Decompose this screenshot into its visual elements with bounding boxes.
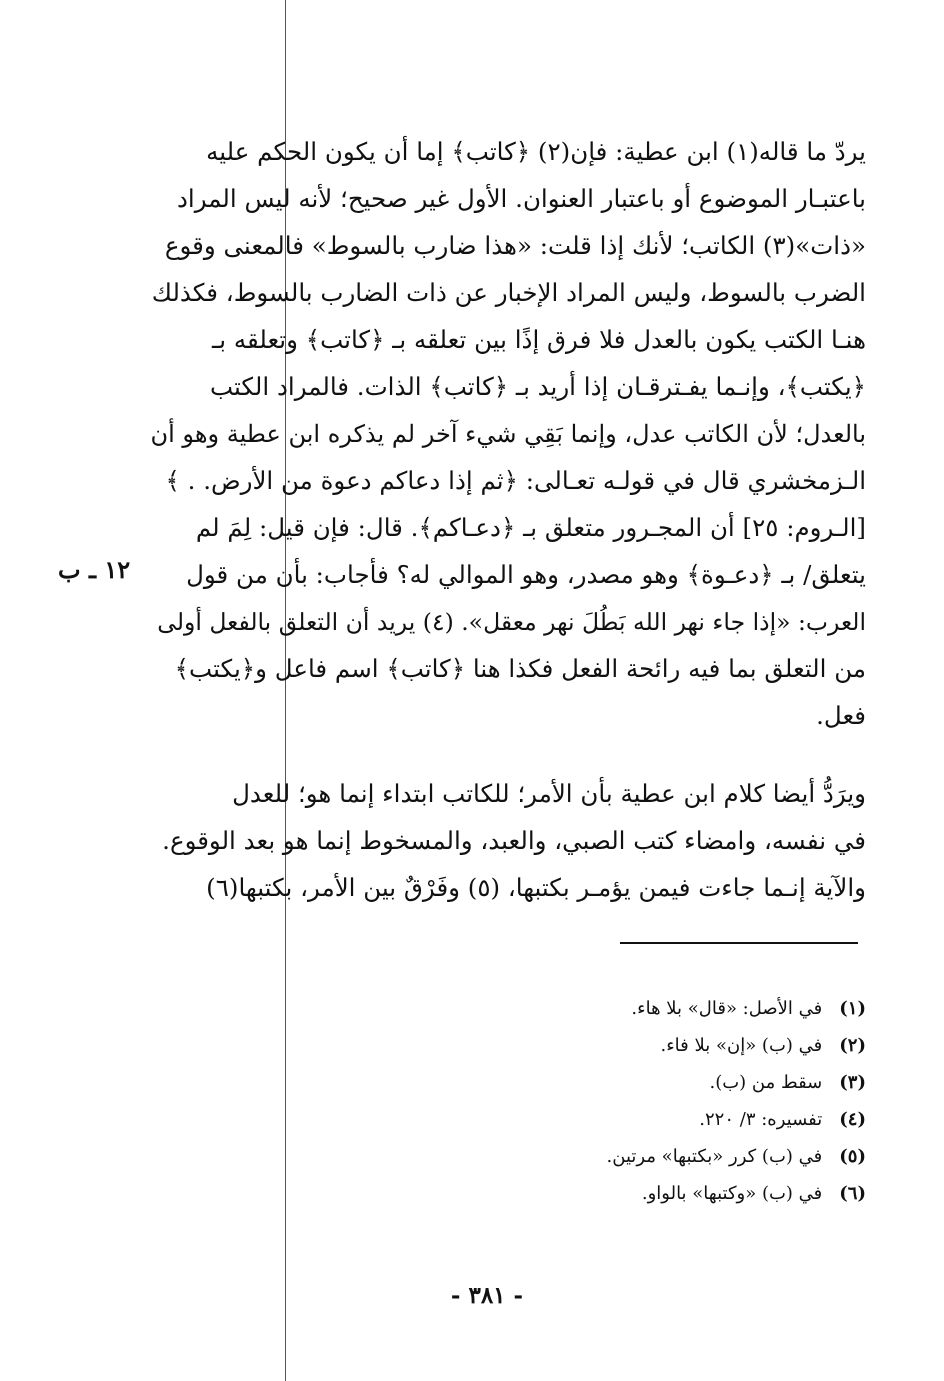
footnote	[661, 1029, 867, 1063]
body-line: من التعلق بما فيه رائحة الفعل فكذا هنا ﴿كاتب﴾ اسم فاعل و﴿يكتب﴾	[174, 654, 866, 683]
footnote	[699, 1103, 866, 1137]
footnote	[607, 1140, 866, 1174]
footnote-text: في (ب) كرر «بكتبها» مرتين.	[606, 1146, 823, 1167]
footnote-number: (٥)	[839, 1146, 866, 1167]
body-line: «ذات»(٣) الكاتب؛ لأنك إذا قلت: «هذا ضارب بالسوط» فالمعنى وقوع	[164, 231, 866, 260]
body-line: في نفسه، وامضاء كتب الصبي، والعبد، والمسخوط إنما هو بعد الوقوع.	[162, 826, 866, 855]
footnote	[709, 1066, 866, 1100]
footnote	[631, 992, 866, 1026]
body-line: العرب: «إذا جاء نهر الله بَطُلَ نهر معقل». (٤) يريد أن التعلق بالفعل أولى	[157, 608, 866, 636]
body-line: يردّ ما قاله(١) ابن عطية: فإن(٢) ﴿كاتب﴾ إما أن يكون الحكم عليه	[206, 137, 866, 166]
footnote-number: (٦)	[839, 1183, 866, 1204]
footnote-number: (٢)	[839, 1035, 866, 1056]
body-line: ﴿يكتب﴾، وإنـما يفـترقـان إذا أريد بـ ﴿كاتب﴾ الذات. فالمراد الكتب	[209, 372, 866, 401]
page-number: - ٣٨١ -	[450, 1282, 524, 1309]
body-line: بالعدل؛ لأن الكاتب عدل، وإنما بَقِي شيء آخر لم يذكره ابن عطية وهو أن	[150, 420, 866, 448]
footnote-text: سقط من (ب).	[709, 1072, 823, 1093]
body-line: باعتبـار الموضوع أو باعتبار العنوان. الأول غير صحيح؛ لأنه ليس المراد	[176, 184, 866, 213]
body-line: يتعلق/ بـ ﴿دعـوة﴾ وهو مصدر، وهو الموالي له؟ فأجاب: بأن من قول	[186, 560, 866, 589]
footnote-number: (٣)	[839, 1072, 866, 1093]
body-line: الضرب بالسوط، وليس المراد الإخبار عن ذات الضارب بالسوط، فكذلك	[151, 278, 866, 307]
body-line: ويرَدُّ أيضا كلام ابن عطية بأن الأمر؛ للكاتب ابتداء إنما هو؛ للعدل	[232, 779, 866, 808]
body-line: الـزمخشري قال في قولـه تعـالى: ﴿ثم إذا دعاكم دعوة من الأرض. . ﴾	[165, 466, 866, 495]
body-line: والآية إنـما جاءت فيمن يؤمـر بكتبها، (٥) وفَرْقٌ بين الأمر، بكتبها(٦)	[206, 873, 866, 902]
footnote-text: في الأصل: «قال» بلا هاء.	[631, 998, 823, 1019]
footnote-text: في (ب) «وكتبها» بالواو.	[641, 1183, 823, 1204]
footnote-text: تفسيره: ٣/ ٢٢٠.	[699, 1109, 823, 1130]
folio-margin-note: ١٢ ـ ب	[58, 555, 131, 584]
footnote	[642, 1177, 866, 1211]
footnote-separator	[620, 942, 858, 944]
footnote-number: (٤)	[839, 1109, 866, 1130]
body-line: فعل.	[816, 701, 866, 730]
footnote-number: (١)	[839, 998, 866, 1019]
body-line: [الـروم: ٢٥] أن المجـرور متعلق بـ ﴿دعـاكم﴾. قال: فإن قيل: لِمَ لم	[195, 513, 866, 542]
footnote-text: في (ب) «إن» بلا فاء.	[660, 1035, 823, 1056]
body-line: هنـا الكتب يكون بالعدل فلا فرق إذًا بين تعلقه بـ ﴿كاتب﴾ وتعلقه بـ	[212, 325, 866, 354]
